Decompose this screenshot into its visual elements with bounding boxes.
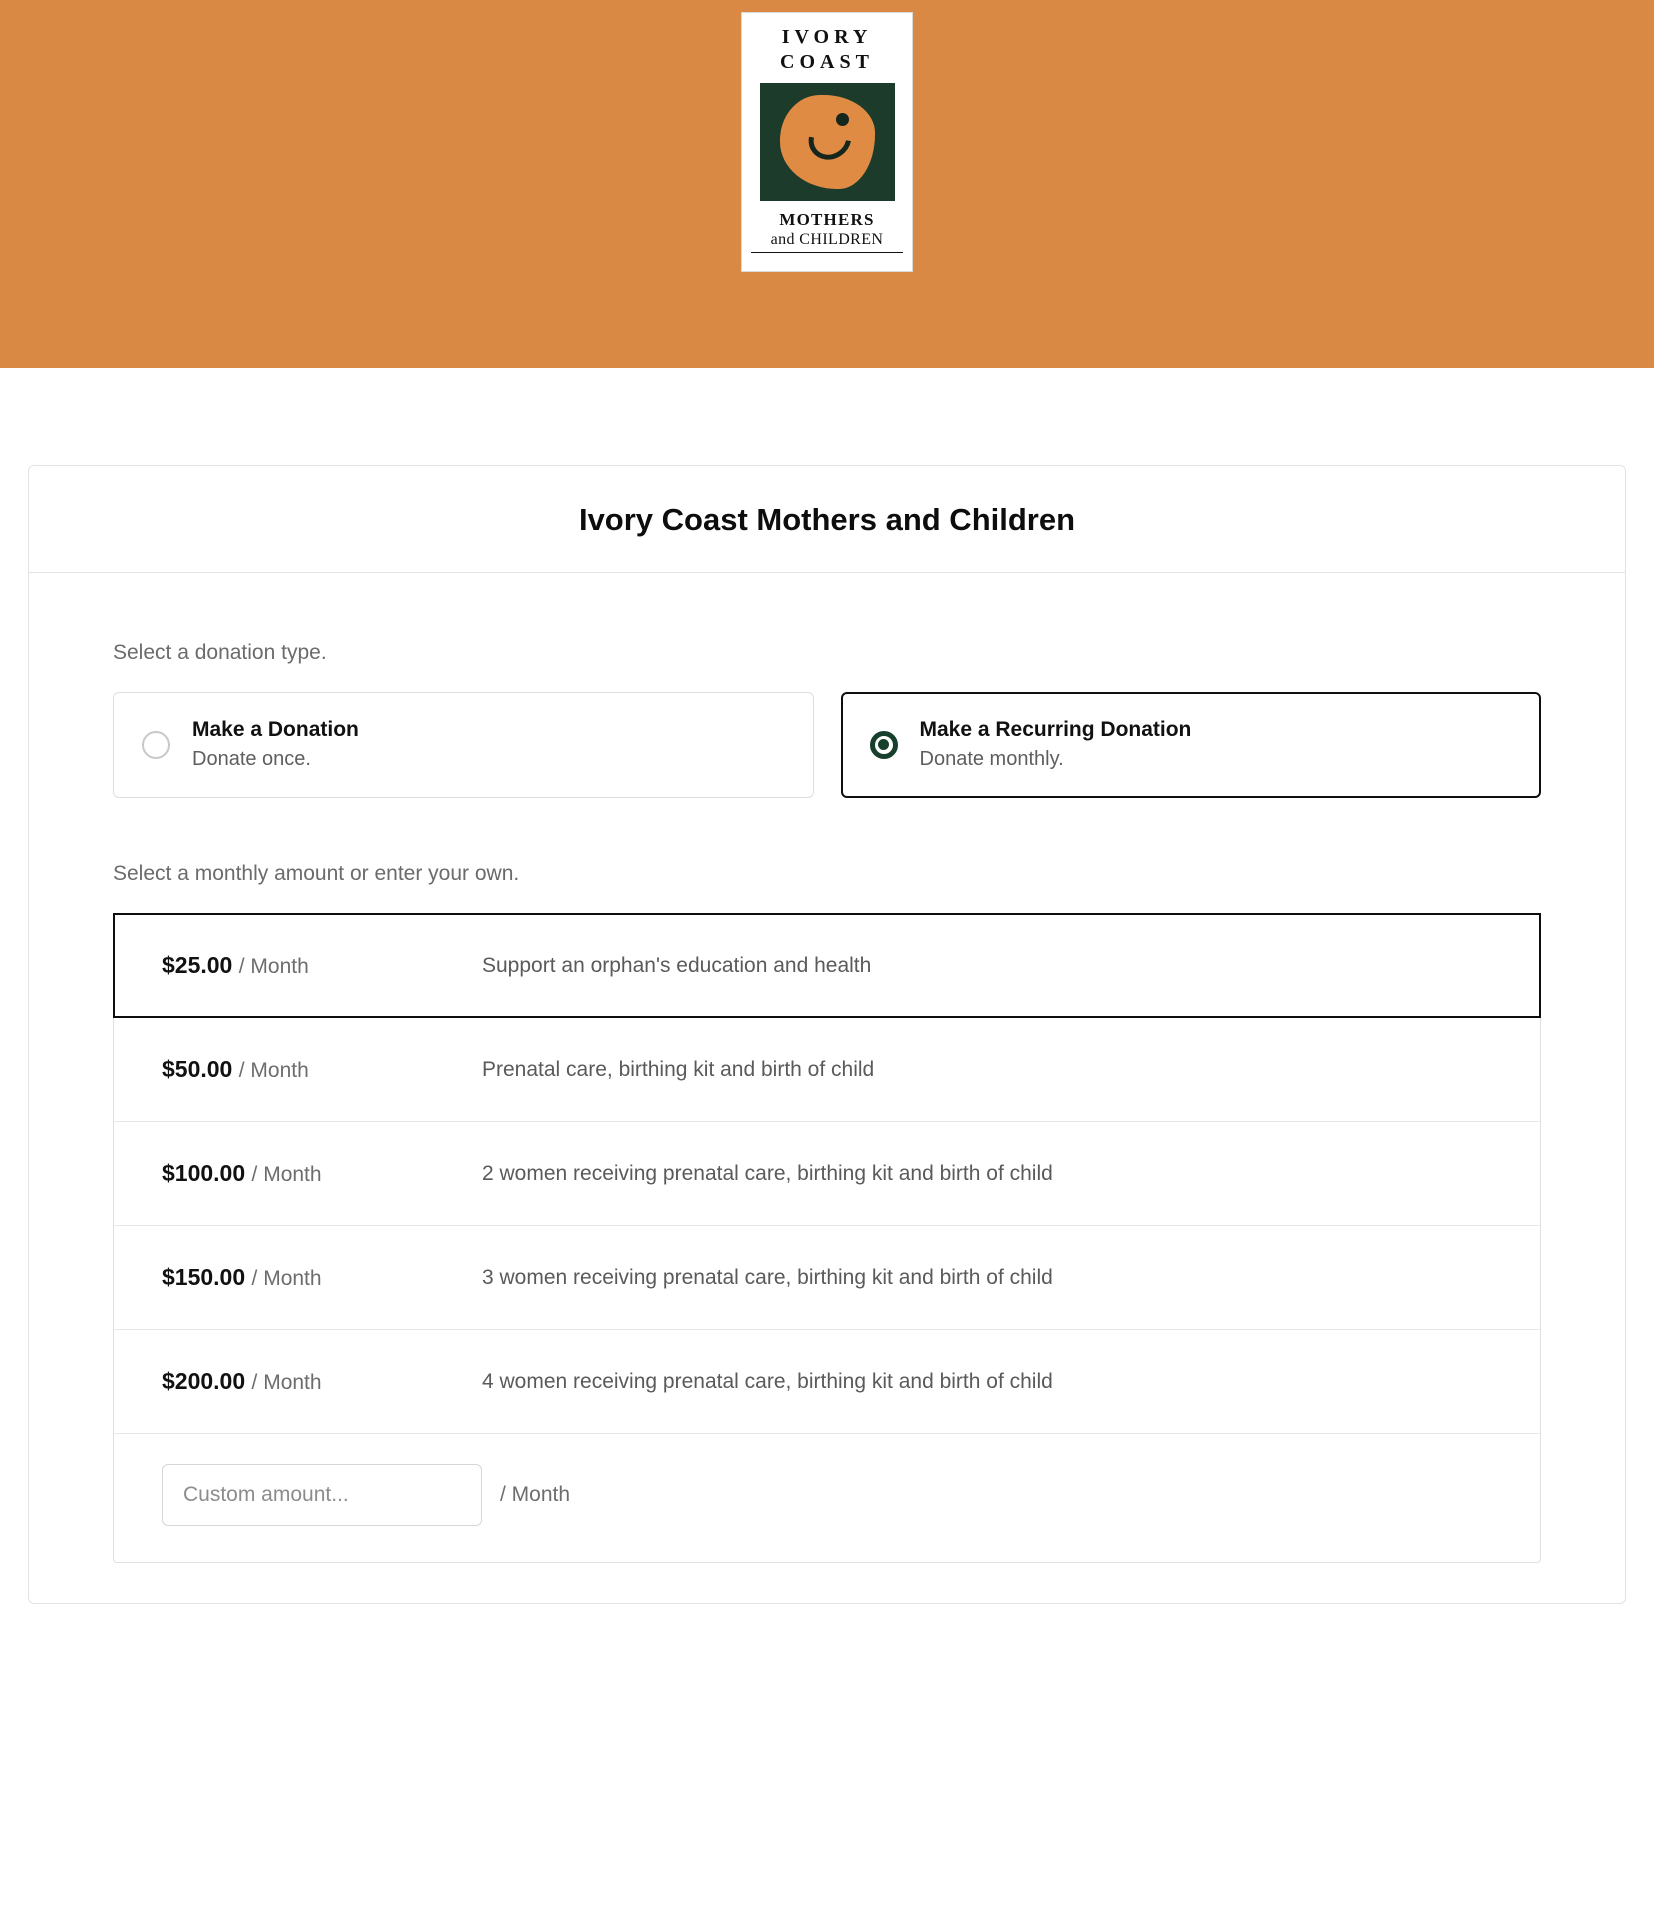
logo-text-ivory: IVORY [781,26,873,48]
donation-type-recurring-text [920,718,1192,771]
amount-option-200-period: / Month [251,1371,322,1394]
donation-type-group [113,692,1541,798]
custom-amount-row [114,1434,1540,1562]
amount-option-25-period: / Month [238,955,309,978]
logo-text-mothers: MOTHERS [779,210,875,229]
donation-type-one-time-subtitle: Donate once. [192,748,311,770]
radio-one-time-icon[interactable] [142,731,170,759]
amount-option-200-amount: $200.00 [162,1368,246,1394]
amount-option-25[interactable] [113,913,1541,1018]
page-header-banner [0,0,1654,368]
radio-recurring-icon[interactable] [870,731,898,759]
amount-option-100-description: 2 women receiving prenatal care, birthing kit and birth of child [482,1161,1053,1185]
amount-option-100-period: / Month [251,1163,322,1186]
donation-type-one-time-title: Make a Donation [192,718,359,741]
amount-option-50[interactable] [114,1018,1540,1122]
amount-option-200-description: 4 women receiving prenatal care, birthing kit and birth of child [482,1369,1053,1393]
amount-option-200[interactable] [114,1330,1540,1434]
donation-type-recurring[interactable] [841,692,1542,798]
donation-type-one-time-text [192,718,359,771]
eye-icon [836,113,849,126]
amount-option-150-period: / Month [251,1267,322,1290]
amount-option-50-description: Prenatal care, birthing kit and birth of child [482,1057,875,1081]
card-body [29,573,1625,1603]
logo-text-coast: COAST [780,51,874,73]
logo-divider [751,252,903,253]
organization-logo [741,12,913,272]
amount-option-100-value [162,1160,482,1187]
amount-option-150-description: 3 women receiving prenatal care, birthing kit and birth of child [482,1265,1053,1289]
donation-type-label: Select a donation type. [113,641,327,664]
amount-option-50-amount: $50.00 [162,1056,233,1082]
custom-amount-period: / Month [500,1483,571,1506]
amount-option-50-value [162,1056,482,1083]
card-header [29,466,1625,573]
amount-option-50-period: / Month [238,1059,309,1082]
ivory-coast-map-icon [760,83,895,201]
custom-amount-input[interactable] [162,1464,482,1526]
donation-type-recurring-subtitle: Donate monthly. [919,748,1064,770]
amount-options-list [113,913,1541,1563]
logo-text-children: and CHILDREN [770,231,884,248]
amount-option-25-value [162,952,482,979]
donation-card [28,465,1626,1604]
amount-section-label: Select a monthly amount or enter your own. [113,862,520,885]
amount-option-150-amount: $150.00 [162,1264,246,1290]
amount-option-25-amount: $25.00 [162,952,233,978]
amount-option-25-description: Support an orphan's education and health [482,953,872,977]
amount-option-100-amount: $100.00 [162,1160,246,1186]
page-title: Ivory Coast Mothers and Children [578,502,1076,537]
amount-option-150-value [162,1264,482,1291]
amount-option-100[interactable] [114,1122,1540,1226]
amount-option-200-value [162,1368,482,1395]
donation-type-one-time[interactable] [113,692,814,798]
donation-type-recurring-title: Make a Recurring Donation [919,718,1192,741]
amount-option-150[interactable] [114,1226,1540,1330]
